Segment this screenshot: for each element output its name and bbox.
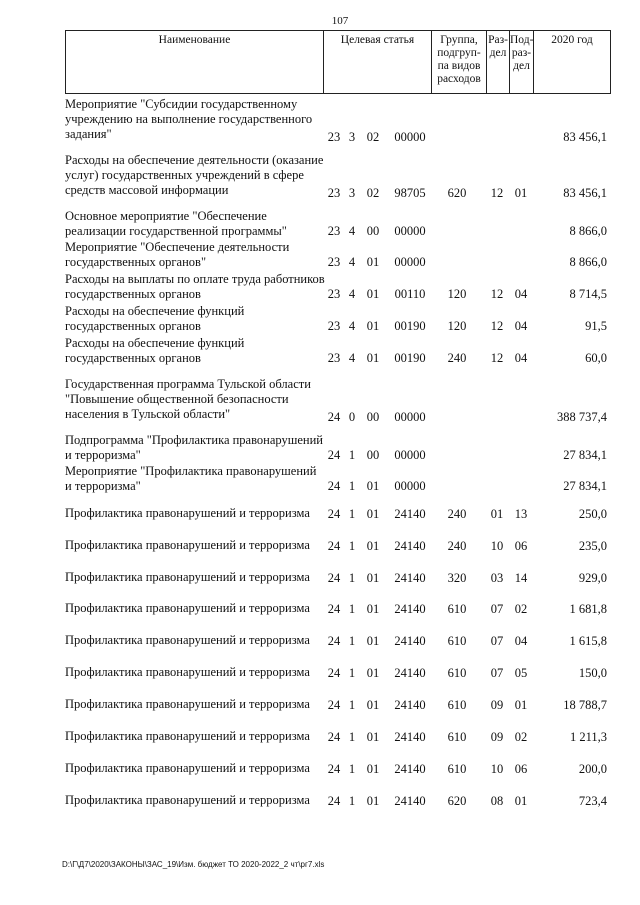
razdel: 10 (490, 539, 504, 553)
target-article-direction: 24140 (394, 730, 426, 744)
target-article-activity: 01 (366, 762, 380, 776)
row-name: Подпрограмма "Профилактика правонарушений и терроризма" (65, 433, 323, 462)
header-name: Наименование (66, 31, 324, 93)
razdel: 12 (490, 287, 504, 301)
amount-2020: 235,0 (578, 539, 607, 553)
target-article-direction: 00000 (394, 130, 426, 144)
razdel: 03 (490, 571, 504, 585)
target-article-program: 24 (327, 602, 341, 616)
row-name: Расходы на обеспечение функций государственных органов (65, 304, 245, 333)
target-article-direction: 24140 (394, 507, 426, 521)
row-name: Профилактика правонарушений и терроризма (65, 793, 310, 807)
table-row (65, 761, 611, 777)
target-article-direction: 24140 (394, 794, 426, 808)
amount-2020: 8 866,0 (569, 255, 607, 269)
razdel: 12 (490, 319, 504, 333)
table-row (65, 697, 611, 713)
amount-2020: 8 714,5 (569, 287, 607, 301)
target-article-program: 23 (327, 224, 341, 238)
expense-group: 320 (447, 571, 467, 585)
podrazdel: 01 (514, 186, 528, 200)
target-article-activity: 02 (366, 130, 380, 144)
amount-2020: 200,0 (578, 762, 607, 776)
target-article-program: 24 (327, 571, 341, 585)
row-name: Государственная программа Тульской области "Повышение общественной безопасности населения в Тульской области" (65, 377, 311, 421)
table-row (65, 729, 611, 745)
target-article-activity: 01 (366, 634, 380, 648)
expense-group: 120 (447, 287, 467, 301)
target-article-activity: 01 (366, 602, 380, 616)
table-row (65, 97, 611, 145)
target-article-program: 23 (327, 186, 341, 200)
target-article-program: 24 (327, 794, 341, 808)
expense-group: 240 (447, 507, 467, 521)
target-article-direction: 00000 (394, 410, 426, 424)
podrazdel: 06 (514, 762, 528, 776)
amount-2020: 1 681,8 (569, 602, 607, 616)
target-article-program: 24 (327, 730, 341, 744)
amount-2020: 150,0 (578, 666, 607, 680)
header-group: Группа, подгруп-па видов расходов (432, 31, 487, 93)
amount-2020: 250,0 (578, 507, 607, 521)
target-article-program: 24 (327, 666, 341, 680)
expense-group: 610 (447, 762, 467, 776)
expense-group: 610 (447, 666, 467, 680)
razdel: 08 (490, 794, 504, 808)
amount-2020: 8 866,0 (569, 224, 607, 238)
amount-2020: 27 834,1 (563, 448, 607, 462)
row-name: Мероприятие "Профилактика правонарушений и терроризма" (65, 464, 317, 493)
table-header (65, 30, 611, 94)
row-name: Профилактика правонарушений и терроризма (65, 697, 310, 711)
target-article-subprogram: 1 (348, 698, 356, 712)
row-name: Профилактика правонарушений и терроризма (65, 601, 310, 615)
table-row (65, 793, 611, 809)
target-article-subprogram: 1 (348, 634, 356, 648)
podrazdel: 04 (514, 351, 528, 365)
amount-2020: 91,5 (585, 319, 607, 333)
target-article-direction: 98705 (394, 186, 426, 200)
target-article-subprogram: 1 (348, 539, 356, 553)
page-number: 107 (331, 15, 349, 27)
razdel: 12 (490, 351, 504, 365)
target-article-direction: 00190 (394, 351, 426, 365)
razdel: 12 (490, 186, 504, 200)
target-article-subprogram: 3 (348, 186, 356, 200)
podrazdel: 04 (514, 634, 528, 648)
header-target-article: Целевая статья (324, 31, 432, 93)
target-article-direction: 24140 (394, 698, 426, 712)
table-row (65, 153, 611, 201)
target-article-activity: 01 (366, 698, 380, 712)
target-article-activity: 00 (366, 410, 380, 424)
razdel: 01 (490, 507, 504, 521)
razdel: 07 (490, 666, 504, 680)
table-row (65, 464, 611, 494)
target-article-program: 23 (327, 351, 341, 365)
podrazdel: 13 (514, 507, 528, 521)
razdel: 09 (490, 730, 504, 744)
expense-group: 620 (447, 186, 467, 200)
target-article-activity: 01 (366, 287, 380, 301)
target-article-activity: 00 (366, 224, 380, 238)
expense-group: 620 (447, 794, 467, 808)
target-article-program: 24 (327, 507, 341, 521)
target-article-program: 23 (327, 130, 341, 144)
row-name: Профилактика правонарушений и терроризма (65, 633, 310, 647)
target-article-activity: 01 (366, 507, 380, 521)
table-row (65, 304, 611, 334)
table-row (65, 377, 611, 425)
target-article-subprogram: 4 (348, 287, 356, 301)
target-article-subprogram: 1 (348, 448, 356, 462)
target-article-activity: 00 (366, 448, 380, 462)
row-name: Расходы на обеспечение функций государственных органов (65, 336, 245, 365)
target-article-program: 24 (327, 698, 341, 712)
amount-2020: 723,4 (578, 794, 607, 808)
target-article-subprogram: 1 (348, 571, 356, 585)
podrazdel: 01 (514, 794, 528, 808)
podrazdel: 14 (514, 571, 528, 585)
header-podrazdel: Под-раз-дел (510, 31, 534, 93)
row-name: Мероприятие "Субсидии государственному учреждению на выполнение государственного задания" (65, 97, 313, 141)
target-article-activity: 01 (366, 794, 380, 808)
row-name: Профилактика правонарушений и терроризма (65, 538, 310, 552)
row-name: Расходы на обеспечение деятельности (оказание услуг) государственных учреждений в сфере средств массовой информации (65, 153, 324, 197)
amount-2020: 83 456,1 (563, 186, 607, 200)
table-row (65, 538, 611, 554)
target-article-subprogram: 3 (348, 130, 356, 144)
target-article-direction: 24140 (394, 762, 426, 776)
header-year: 2020 год (551, 34, 593, 46)
expense-group: 240 (447, 351, 467, 365)
header-razdel: Раз-дел (487, 31, 510, 93)
target-article-subprogram: 1 (348, 762, 356, 776)
amount-2020: 1 211,3 (569, 730, 607, 744)
podrazdel: 05 (514, 666, 528, 680)
row-name: Профилактика правонарушений и терроризма (65, 729, 310, 743)
target-article-subprogram: 1 (348, 602, 356, 616)
target-article-program: 23 (327, 255, 341, 269)
target-article-direction: 00000 (394, 479, 426, 493)
razdel: 10 (490, 762, 504, 776)
target-article-direction: 00110 (394, 287, 426, 301)
row-name: Профилактика правонарушений и терроризма (65, 570, 310, 584)
expense-group: 610 (447, 634, 467, 648)
target-article-activity: 01 (366, 571, 380, 585)
table-row (65, 272, 611, 302)
podrazdel: 04 (514, 287, 528, 301)
razdel: 07 (490, 602, 504, 616)
table-row (65, 570, 611, 586)
table-row (65, 665, 611, 681)
table-row (65, 633, 611, 649)
amount-2020: 83 456,1 (563, 130, 607, 144)
razdel: 09 (490, 698, 504, 712)
file-path-footer: D:\Г\Д7\2020\ЗАКОНЫ\ЗАС_19\Изм. бюджет ТО 2020-2022_2 чт\рг7.xls (62, 860, 325, 869)
target-article-subprogram: 1 (348, 507, 356, 521)
target-article-subprogram: 1 (348, 666, 356, 680)
row-name: Профилактика правонарушений и терроризма (65, 761, 310, 775)
expense-group: 240 (447, 539, 467, 553)
table-row (65, 601, 611, 617)
target-article-activity: 01 (366, 539, 380, 553)
target-article-program: 24 (327, 479, 341, 493)
podrazdel: 01 (514, 698, 528, 712)
target-article-subprogram: 4 (348, 319, 356, 333)
amount-2020: 60,0 (585, 351, 607, 365)
podrazdel: 02 (514, 730, 528, 744)
target-article-program: 23 (327, 319, 341, 333)
target-article-subprogram: 1 (348, 794, 356, 808)
table-row (65, 336, 611, 366)
amount-2020: 27 834,1 (563, 479, 607, 493)
target-article-activity: 01 (366, 351, 380, 365)
target-article-activity: 02 (366, 186, 380, 200)
amount-2020: 388 737,4 (557, 410, 607, 424)
row-name: Основное мероприятие "Обеспечение реализации государственной программы" (65, 209, 287, 238)
target-article-direction: 00000 (394, 448, 426, 462)
row-name: Мероприятие "Обеспечение деятельности государственных органов" (65, 240, 290, 269)
table-row (65, 506, 611, 522)
target-article-subprogram: 1 (348, 730, 356, 744)
target-article-subprogram: 4 (348, 224, 356, 238)
expense-group: 610 (447, 698, 467, 712)
target-article-program: 24 (327, 410, 341, 424)
expense-group: 610 (447, 602, 467, 616)
target-article-direction: 24140 (394, 602, 426, 616)
amount-2020: 929,0 (578, 571, 607, 585)
target-article-activity: 01 (366, 730, 380, 744)
target-article-program: 24 (327, 634, 341, 648)
table-row (65, 433, 611, 463)
target-article-subprogram: 1 (348, 479, 356, 493)
target-article-subprogram: 4 (348, 351, 356, 365)
amount-2020: 1 615,8 (569, 634, 607, 648)
expense-group: 120 (447, 319, 467, 333)
target-article-direction: 00000 (394, 255, 426, 269)
target-article-direction: 00000 (394, 224, 426, 238)
amount-2020: 18 788,7 (563, 698, 607, 712)
target-article-program: 24 (327, 448, 341, 462)
target-article-program: 24 (327, 762, 341, 776)
table-row (65, 209, 611, 239)
target-article-subprogram: 4 (348, 255, 356, 269)
podrazdel: 02 (514, 602, 528, 616)
target-article-subprogram: 0 (348, 410, 356, 424)
target-article-program: 23 (327, 287, 341, 301)
target-article-program: 24 (327, 539, 341, 553)
row-name: Профилактика правонарушений и терроризма (65, 665, 310, 679)
expense-group: 610 (447, 730, 467, 744)
row-name: Расходы на выплаты по оплате труда работников государственных органов (65, 272, 325, 301)
target-article-activity: 01 (366, 479, 380, 493)
podrazdel: 04 (514, 319, 528, 333)
podrazdel: 06 (514, 539, 528, 553)
row-name: Профилактика правонарушений и терроризма (65, 506, 310, 520)
target-article-direction: 24140 (394, 634, 426, 648)
target-article-activity: 01 (366, 319, 380, 333)
target-article-direction: 24140 (394, 666, 426, 680)
target-article-direction: 24140 (394, 571, 426, 585)
target-article-direction: 24140 (394, 539, 426, 553)
target-article-activity: 01 (366, 666, 380, 680)
target-article-direction: 00190 (394, 319, 426, 333)
razdel: 07 (490, 634, 504, 648)
table-row (65, 240, 611, 270)
target-article-activity: 01 (366, 255, 380, 269)
